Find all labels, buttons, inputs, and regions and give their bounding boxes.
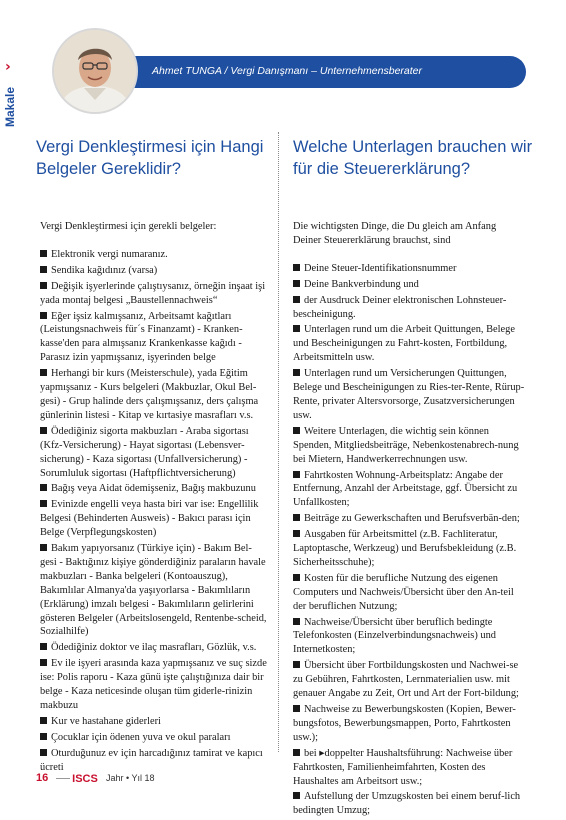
bullet-square-icon	[293, 427, 300, 434]
list-item: Ödediğiniz doktor ve ilaç masrafları, Gözlük, v.s.	[40, 641, 268, 655]
section-label-text: Makale	[3, 86, 17, 128]
list-item: der Ausdruck Deiner elektronischen Lohnsteuer-bescheinigung.	[293, 294, 507, 320]
page-number: 16	[36, 772, 49, 784]
list-item: Herhangi bir kurs (Meisterschule), yada Eğitim yapmışsanız - Kurs belgeleri (Makbuzlar, Okul Bel-gesi) - Grup halinde ders çalışmışsanız, ders çalışma günlerinin listesi - Kitap ve kırtasiye masrafları v.s.	[40, 368, 259, 421]
bullet-square-icon	[293, 749, 300, 756]
list-item: Evinizde engelli veya hasta biri var ise: Engellilik Belgesi (Behinderten Ausweis) - Bakıcı parası için Belge (Verpflegungskosten)	[40, 499, 259, 539]
article-title-tr: Vergi Denkleştirmesi için Hangi Belgeler Gereklidir?	[36, 138, 264, 178]
list-item: Aufstellung der Umzugskosten bei einem beruf-lich bedingten Umzug;	[293, 791, 521, 817]
author-line: Ahmet TUNGA / Vergi Danışmanı – Unternehmensberater	[152, 65, 423, 77]
list-item: Nachweise zu Bewerbungskosten (Kopien, Bewer-bungsfotos, Bewerbungsmappen, Porto, Fahrtkosten usw.);	[293, 704, 516, 743]
bullet-square-icon	[40, 544, 47, 551]
bullet-square-icon	[293, 618, 300, 625]
list-item: Bakım yapıyorsanız (Türkiye için) - Bakım Bel-gesi - Baktığınız kişiye gönderdiğiniz paraların havale makbuzları - Banka belgeleri (Kontoauszug), Bakımlılar Almanya'da yaşıyorlarsa - Bakımlıların (Erklärung) imzalı belgesi - Bakımlıların gelirlerini gösteren Belgeler (Arbeitslosengeld, Rentenbe-scheid, Sozialhilfe)	[40, 543, 267, 638]
bullet-square-icon	[293, 574, 300, 581]
list-item: Nachweise/Übersicht über beruflich bedingte Telefonkosten (Einzelverbindungsnachweis) und Internetkosten;	[293, 616, 496, 656]
list-item: Ödediğiniz sigorta makbuzları - Araba sigortası (Kfz-Versicherung) - Hayat sigortası (Lebensver-sicherung) - Kaza sigortası (Unfallversicherung) - Sorumluluk sigortası (Haftpflichtversicherung)	[40, 425, 249, 479]
bullet-square-icon	[293, 325, 300, 332]
list-item: Sendika kağıdınız (varsa)	[40, 264, 268, 278]
intro-text: Die wichtigsten Dinge, die Du gleich am Anfang Deiner Steuererklärung brauchst, sind	[293, 221, 497, 246]
bullet-square-icon	[40, 717, 47, 724]
bullet-square-icon	[40, 250, 47, 257]
document-list	[293, 262, 525, 818]
bullet-square-icon	[293, 661, 300, 668]
list-item: Oturduğunuz ev için harcadığınız tamirat ve kapıcı ücreti	[40, 747, 263, 773]
bullet-square-icon	[40, 659, 47, 666]
list-item: Beiträge zu Gewerkschaften und Berufsverbän-den;	[293, 512, 525, 526]
list-item: Kosten für die berufliche Nutzung des eigenen Computers und Nachweis/Übersicht über den An-teil der beruflichen Nutzung;	[293, 572, 514, 612]
bullet-square-icon	[40, 733, 47, 740]
bullet-square-icon	[40, 500, 47, 507]
column-tr	[40, 220, 268, 777]
bullet-square-icon	[293, 792, 300, 799]
bullet-square-icon	[293, 280, 300, 287]
bullet-square-icon	[40, 484, 47, 491]
list-item: Ausgaben für Arbeitsmittel (z.B. Fachliteratur, Laptoptasche, Werkzeug) und Berufsbekleidung (z.B. Sicherheitsschuhe);	[293, 529, 517, 568]
list-item: Übersicht über Fortbildungskosten und Nachwei-se zu Gebühren, Fahrtkosten, Lernmaterialien usw. mit genauer Angabe zu Zeit, Ort und Art der Fort-bildung;	[293, 660, 519, 700]
list-item: Değişik işyerlerinde çalıştıysanız, örneğin inşaat işi yada montaj belgesi „Baustellennachweis“	[40, 280, 266, 306]
bullet-square-icon	[40, 749, 47, 756]
intro-text: Vergi Denkleştirmesi için gerekli belgeler:	[40, 221, 217, 232]
list-item: Fahrtkosten Wohnung-Arbeitsplatz: Angabe der Entfernung, Anzahl der Arbeitstage, ggf. Übersicht zu Unfallkosten;	[293, 469, 518, 509]
list-item: Deine Steuer-Identifikationsnummer	[293, 262, 525, 276]
list-item: Ev ile işyeri arasında kaza yapmışsanız ve suç sizde ise: Polis raporu - Kaza günü işte çalıştığınıza dair bir belge - Kaza neticesinde oluşan tüm giderle-rinizin makbuzu	[40, 658, 267, 711]
list-item: Weitere Unterlagen, die wichtig sein können Spenden, Mitgliedsbeiträge, Nebenkostenabrech-nung bei Mietern, Handwerkerrechnungen usw.	[293, 425, 519, 465]
list-item: Bağış veya Aidat ödemişseniz, Bağış makbuzunu	[40, 482, 268, 496]
list-item: Unterlagen rund um Versicherungen Quittungen, Belege und Bescheinigungen zu Ries-ter-Rente, Rürup-Rente, privater Altersvorsorge, Zusatzversicherungen usw.	[293, 368, 525, 421]
bullet-square-icon	[293, 514, 300, 521]
bullet-square-icon	[293, 296, 300, 303]
bullet-square-icon	[40, 312, 47, 319]
edition-label: Jahr • Yıl 18	[106, 773, 155, 783]
list-item: Deine Bankverbindung und	[293, 278, 525, 292]
bullet-square-icon	[293, 705, 300, 712]
iscs-logo	[70, 771, 100, 785]
bullet-square-icon	[40, 643, 47, 650]
svg-text:ISCS: ISCS	[72, 773, 98, 785]
bullet-square-icon	[40, 369, 47, 376]
list-item: Kur ve hastahane giderleri	[40, 715, 268, 729]
document-list	[40, 248, 268, 775]
list-item: Eğer işsiz kalmışsanız, Arbeitsamt kağıtları (Leistungsnachweis für´s Finanzamt) - Kranken-kasse'den para almışsanız Krankenkasse kağıdı - Parasız izin yapmışsanız, işyerinden belge	[40, 310, 243, 364]
section-label	[2, 60, 16, 130]
bullet-square-icon	[40, 427, 47, 434]
bullet-square-icon	[293, 530, 300, 537]
list-item: Unterlagen rund um die Arbeit Quittungen, Belege und Bescheinigungen zu Fahrt-kosten, Fortbildung, Arbeitsmitteln usw.	[293, 324, 515, 364]
bullet-square-icon	[293, 369, 300, 376]
chevron-right-icon: ›	[5, 59, 11, 75]
column-de	[293, 220, 525, 820]
list-item: bei ▸doppelter Haushaltsführung: Nachweise über Fahrtkosten, Familienheimfahrten, Kosten des Haushaltes am Arbeitsort usw.;	[293, 747, 513, 787]
author-photo	[52, 28, 138, 114]
bullet-square-icon	[40, 266, 47, 273]
list-item: Çocuklar için ödenen yuva ve okul paraları	[40, 731, 268, 745]
article-title-de: Welche Unterlagen brauchen wir für die Steuererklärung?	[293, 138, 533, 178]
bullet-square-icon	[40, 282, 47, 289]
column-divider	[278, 132, 279, 752]
list-item: Elektronik vergi numaranız.	[40, 248, 268, 262]
bullet-square-icon	[293, 471, 300, 478]
bullet-square-icon	[293, 264, 300, 271]
